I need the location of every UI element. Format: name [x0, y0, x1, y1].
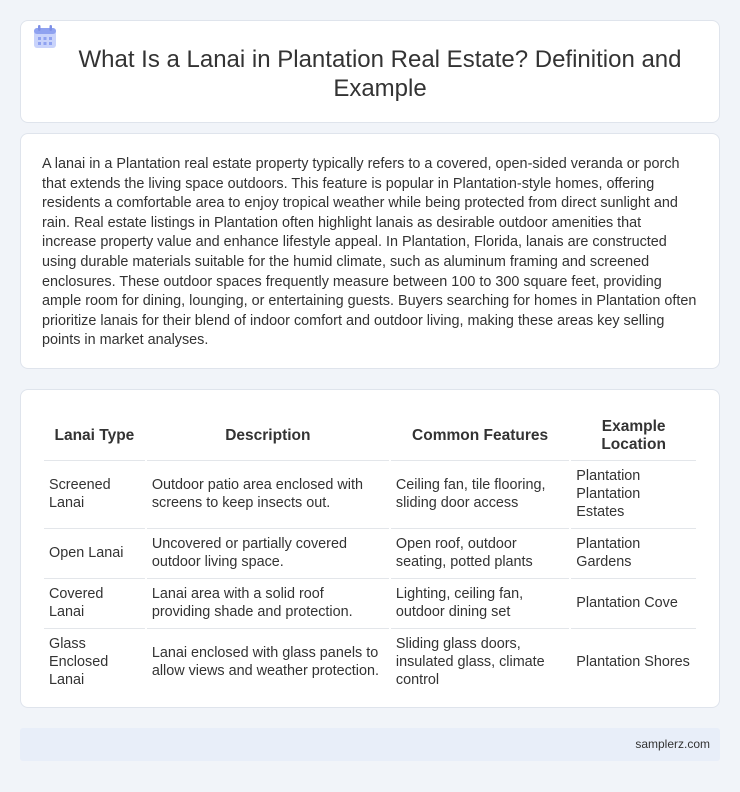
table-row: [44, 460, 696, 526]
table-card: [20, 389, 720, 708]
header-common-features: Common Features: [412, 427, 549, 444]
cell-description: Outdoor patio area enclosed with screens to keep insects out.: [147, 460, 389, 526]
cell-example-location: Plantation Plantation Estates: [571, 460, 696, 526]
header-lanai-type: Lanai Type: [54, 427, 135, 444]
cell-common-features: Sliding glass doors, insulated glass, climate control: [391, 628, 569, 694]
table-header-row: [44, 414, 696, 458]
cell-lanai-type: Screened Lanai: [44, 460, 145, 526]
header-description: Description: [225, 427, 311, 444]
table-row: [44, 528, 696, 576]
cell-common-features: Ceiling fan, tile flooring, sliding door access: [391, 460, 569, 526]
page-title: What Is a Lanai in Plantation Real Estate? Definition and Example: [78, 46, 682, 102]
table-row: [44, 578, 696, 626]
intro-card: [20, 133, 720, 369]
cell-lanai-type: Open Lanai: [44, 528, 145, 576]
cell-lanai-type: Covered Lanai: [44, 578, 145, 626]
intro-paragraph: A lanai in a Plantation real estate property typically refers to a covered, open-sided veranda or porch that extends the living space outdoors. This feature is popular in Plantation-style homes, offering residents a comfortable area to enjoy tropical weather while being protected from direct sunlight and rain. Real estate listings in Plantation often highlight lanais as desirable outdoor amenities that increase property value and enhance lifestyle appeal. In Plantation, Florida, lanais are constructed using durable materials suitable for the humid climate, such as aluminum framing and screened enclosures. These outdoor spaces frequently measure between 100 to 300 square feet, providing ample room for dining, lounging, or entertaining guests. Buyers searching for homes in Plantation often prioritize lanais for their blend of indoor comfort and outdoor living, making these areas key selling points in market analyses.: [42, 156, 697, 349]
cell-example-location: Plantation Shores: [571, 628, 696, 694]
cell-description: Lanai area with a solid roof providing shade and protection.: [147, 578, 389, 626]
cell-example-location: Plantation Cove: [571, 578, 696, 626]
cell-lanai-type: Glass Enclosed Lanai: [44, 628, 145, 694]
cell-description: Lanai enclosed with glass panels to allow views and weather protection.: [147, 628, 389, 694]
calendar-icon: [32, 24, 58, 50]
header-example-location: Example Location: [601, 418, 666, 453]
footer-site-link[interactable]: samplerz.com: [635, 737, 710, 751]
lanai-table: [42, 412, 698, 696]
cell-example-location: Plantation Gardens: [571, 528, 696, 576]
table-row: [44, 628, 696, 694]
title-card: [20, 20, 720, 123]
cell-description: Uncovered or partially covered outdoor living space.: [147, 528, 389, 576]
footer: [20, 728, 720, 761]
cell-common-features: Lighting, ceiling fan, outdoor dining set: [391, 578, 569, 626]
cell-common-features: Open roof, outdoor seating, potted plants: [391, 528, 569, 576]
